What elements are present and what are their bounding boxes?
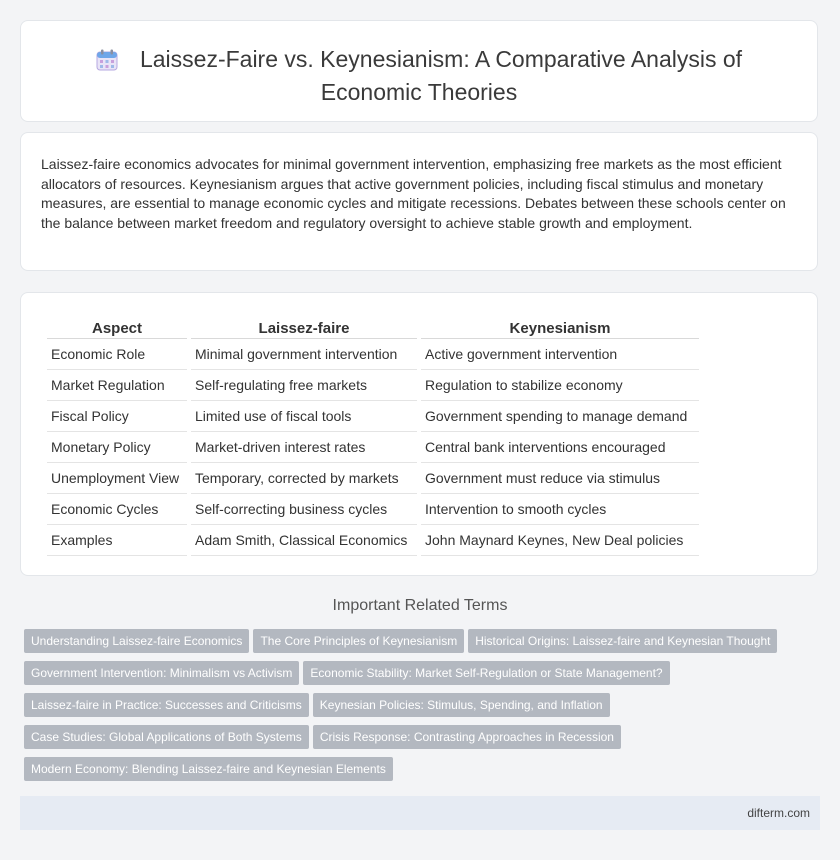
intro-card bbox=[20, 132, 818, 271]
header-card bbox=[20, 20, 818, 122]
table-cell: Self-regulating free markets bbox=[191, 370, 417, 401]
page-title bbox=[21, 45, 817, 107]
table-cell: Minimal government intervention bbox=[191, 339, 417, 370]
comparison-table-card bbox=[20, 292, 818, 576]
table-cell: Self-correcting business cycles bbox=[191, 494, 417, 525]
column-header-keynesianism: Keynesianism bbox=[421, 315, 699, 339]
table-row bbox=[47, 432, 699, 463]
table-cell: Unemployment View bbox=[47, 463, 187, 494]
table-cell: Temporary, corrected by markets bbox=[191, 463, 417, 494]
table-cell: Monetary Policy bbox=[47, 432, 187, 463]
table-cell: Economic Cycles bbox=[47, 494, 187, 525]
table-cell: Active government intervention bbox=[421, 339, 699, 370]
column-header-laissez-faire: Laissez-faire bbox=[191, 315, 417, 339]
table-cell: Central bank interventions encouraged bbox=[421, 432, 699, 463]
comparison-table bbox=[43, 315, 703, 556]
table-cell: Market-driven interest rates bbox=[191, 432, 417, 463]
related-term-tag[interactable]: Keynesian Policies: Stimulus, Spending, and Inflation bbox=[313, 693, 610, 717]
related-terms-list bbox=[24, 629, 804, 789]
related-term-tag[interactable]: Government Intervention: Minimalism vs Activism bbox=[24, 661, 299, 685]
related-term-tag[interactable]: Economic Stability: Market Self-Regulation or State Management? bbox=[303, 661, 669, 685]
related-term-tag[interactable]: Understanding Laissez-faire Economics bbox=[24, 629, 249, 653]
table-cell: Government must reduce via stimulus bbox=[421, 463, 699, 494]
table-cell: Limited use of fiscal tools bbox=[191, 401, 417, 432]
related-term-tag[interactable]: The Core Principles of Keynesianism bbox=[253, 629, 464, 653]
table-cell: Fiscal Policy bbox=[47, 401, 187, 432]
table-header-row bbox=[47, 315, 699, 339]
table-row bbox=[47, 463, 699, 494]
intro-paragraph: Laissez-faire economics advocates for minimal government intervention, emphasizing free markets as the most efficient allocators of resources. Keynesianism argues that active government policies, including fiscal stimulus and monetary measures, are essential to manage economic cycles and mitigate recessions. Debates between these schools center on the balance between market freedom and regulatory oversight to achieve stable growth and employment. bbox=[41, 156, 786, 231]
related-term-tag[interactable]: Modern Economy: Blending Laissez-faire and Keynesian Elements bbox=[24, 757, 393, 781]
related-term-tag[interactable]: Case Studies: Global Applications of Both Systems bbox=[24, 725, 309, 749]
title-line-2: Economic Theories bbox=[320, 79, 518, 105]
table-row bbox=[47, 525, 699, 556]
calendar-icon bbox=[96, 49, 118, 78]
column-header-aspect: Aspect bbox=[47, 315, 187, 339]
footer-site-link[interactable]: difterm.com bbox=[747, 806, 810, 820]
table-row bbox=[47, 339, 699, 370]
table-cell: Economic Role bbox=[47, 339, 187, 370]
related-term-tag[interactable]: Crisis Response: Contrasting Approaches in Recession bbox=[313, 725, 621, 749]
table-cell: John Maynard Keynes, New Deal policies bbox=[421, 525, 699, 556]
table-cell: Adam Smith, Classical Economics bbox=[191, 525, 417, 556]
related-term-tag[interactable]: Historical Origins: Laissez-faire and Keynesian Thought bbox=[468, 629, 777, 653]
table-row bbox=[47, 494, 699, 525]
table-cell: Government spending to manage demand bbox=[421, 401, 699, 432]
table-cell: Market Regulation bbox=[47, 370, 187, 401]
table-row bbox=[47, 401, 699, 432]
table-cell: Regulation to stabilize economy bbox=[421, 370, 699, 401]
footer-bar bbox=[20, 796, 820, 830]
title-line-1: Laissez-Faire vs. Keynesianism: A Comparative Analysis of bbox=[139, 46, 743, 72]
table-cell: Intervention to smooth cycles bbox=[421, 494, 699, 525]
table-row bbox=[47, 370, 699, 401]
related-term-tag[interactable]: Laissez-faire in Practice: Successes and Criticisms bbox=[24, 693, 309, 717]
table-cell: Examples bbox=[47, 525, 187, 556]
related-terms-heading: Important Related Terms bbox=[332, 597, 508, 614]
